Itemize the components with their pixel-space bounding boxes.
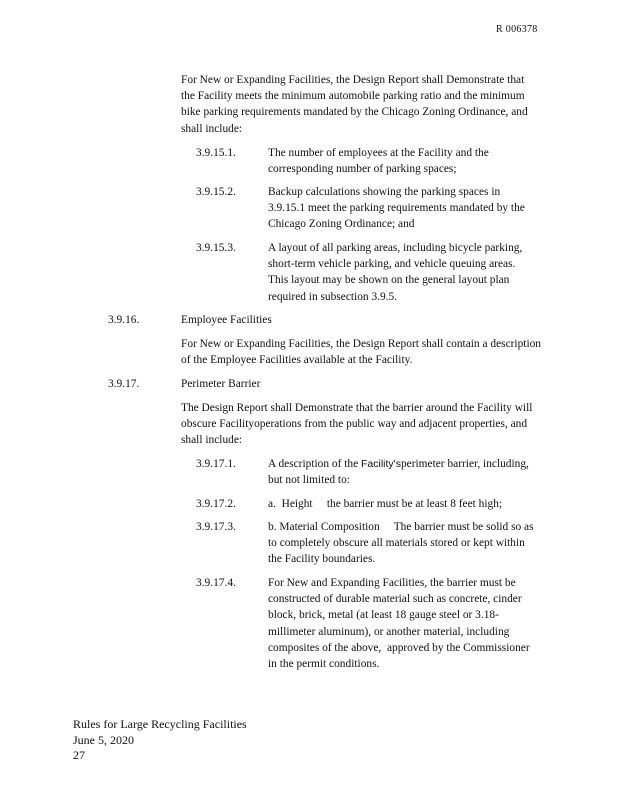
subsection-text: Backup calculations showing the parking spaces in 3.9.15.1 meet the parking requirements mandated by the Chicago Zoning Ordinance; and [268,186,525,231]
subsection-text: A layout of all parking areas, including bicycle parking, short-term vehicle parking, and vehicle queuing areas. This layout may be shown on the general layout plan required in subsection 3.9.5. [268,242,523,303]
subsection-text: For New and Expanding Facilities, the barrier must be constructed of durable material such as concrete, cinder block, brick, metal (at least 18 gauge steel or 3.18-millimeter aluminum), or another material, including composites of the above, approved by the Commissioner in the permit conditions. [268,577,533,671]
section-title: Employee Facilities [181,314,272,326]
page-footer [73,717,247,764]
subsection-text: The number of employees at the Facility and the corresponding number of parking spaces; [268,147,489,176]
subsection-number: 3.9.17.4. [196,577,236,589]
section-number: 3.9.16. [108,314,140,326]
page-number: 27 [73,748,85,762]
subsection-text: a. Height the barrier must be at least 8 feet high; [268,498,503,510]
subsection-number: 3.9.15.1. [196,147,236,159]
document-id: R 006378 [496,24,538,35]
section-body: The Design Report shall Demonstrate that the barrier around the Facility will obscure Facilityoperations from the public way and adjacent properties, and shall include: [181,402,533,447]
subsection-number: 3.9.17.3. [196,521,236,533]
section-number: 3.9.17. [108,378,140,390]
subsection-number: 3.9.17.1. [196,458,236,470]
subsection-text-part: perimeter barrier, including, but not limited to: [268,458,529,487]
subsection-text [268,456,538,488]
subsection-text-part: A description of the [268,458,362,470]
footer-date: June 5, 2020 [73,732,134,747]
facility-possessive: Facility's [361,458,401,470]
subsection-text: b. Material Composition The barrier must be solid so as to completely obscure all materials stored or kept within the Facility boundaries. [268,521,537,566]
subsection-number: 3.9.15.3. [196,242,236,254]
subsection-number: 3.9.15.2. [196,186,236,198]
section-body: For New or Expanding Facilities, the Design Report shall contain a description of the Employee Facilities available at the Facility. [181,338,541,367]
footer-title: Rules for Large Recycling Facilities [73,717,247,731]
intro-paragraph: For New or Expanding Facilities, the Design Report shall Demonstrate that the Facility meets the minimum automobile parking ratio and the minimum bike parking requirements mandated by the Chicago Zoning Ordinance, and shall include: [181,74,528,135]
section-title: Perimeter Barrier [181,378,261,390]
subsection-number: 3.9.17.2. [196,498,236,510]
